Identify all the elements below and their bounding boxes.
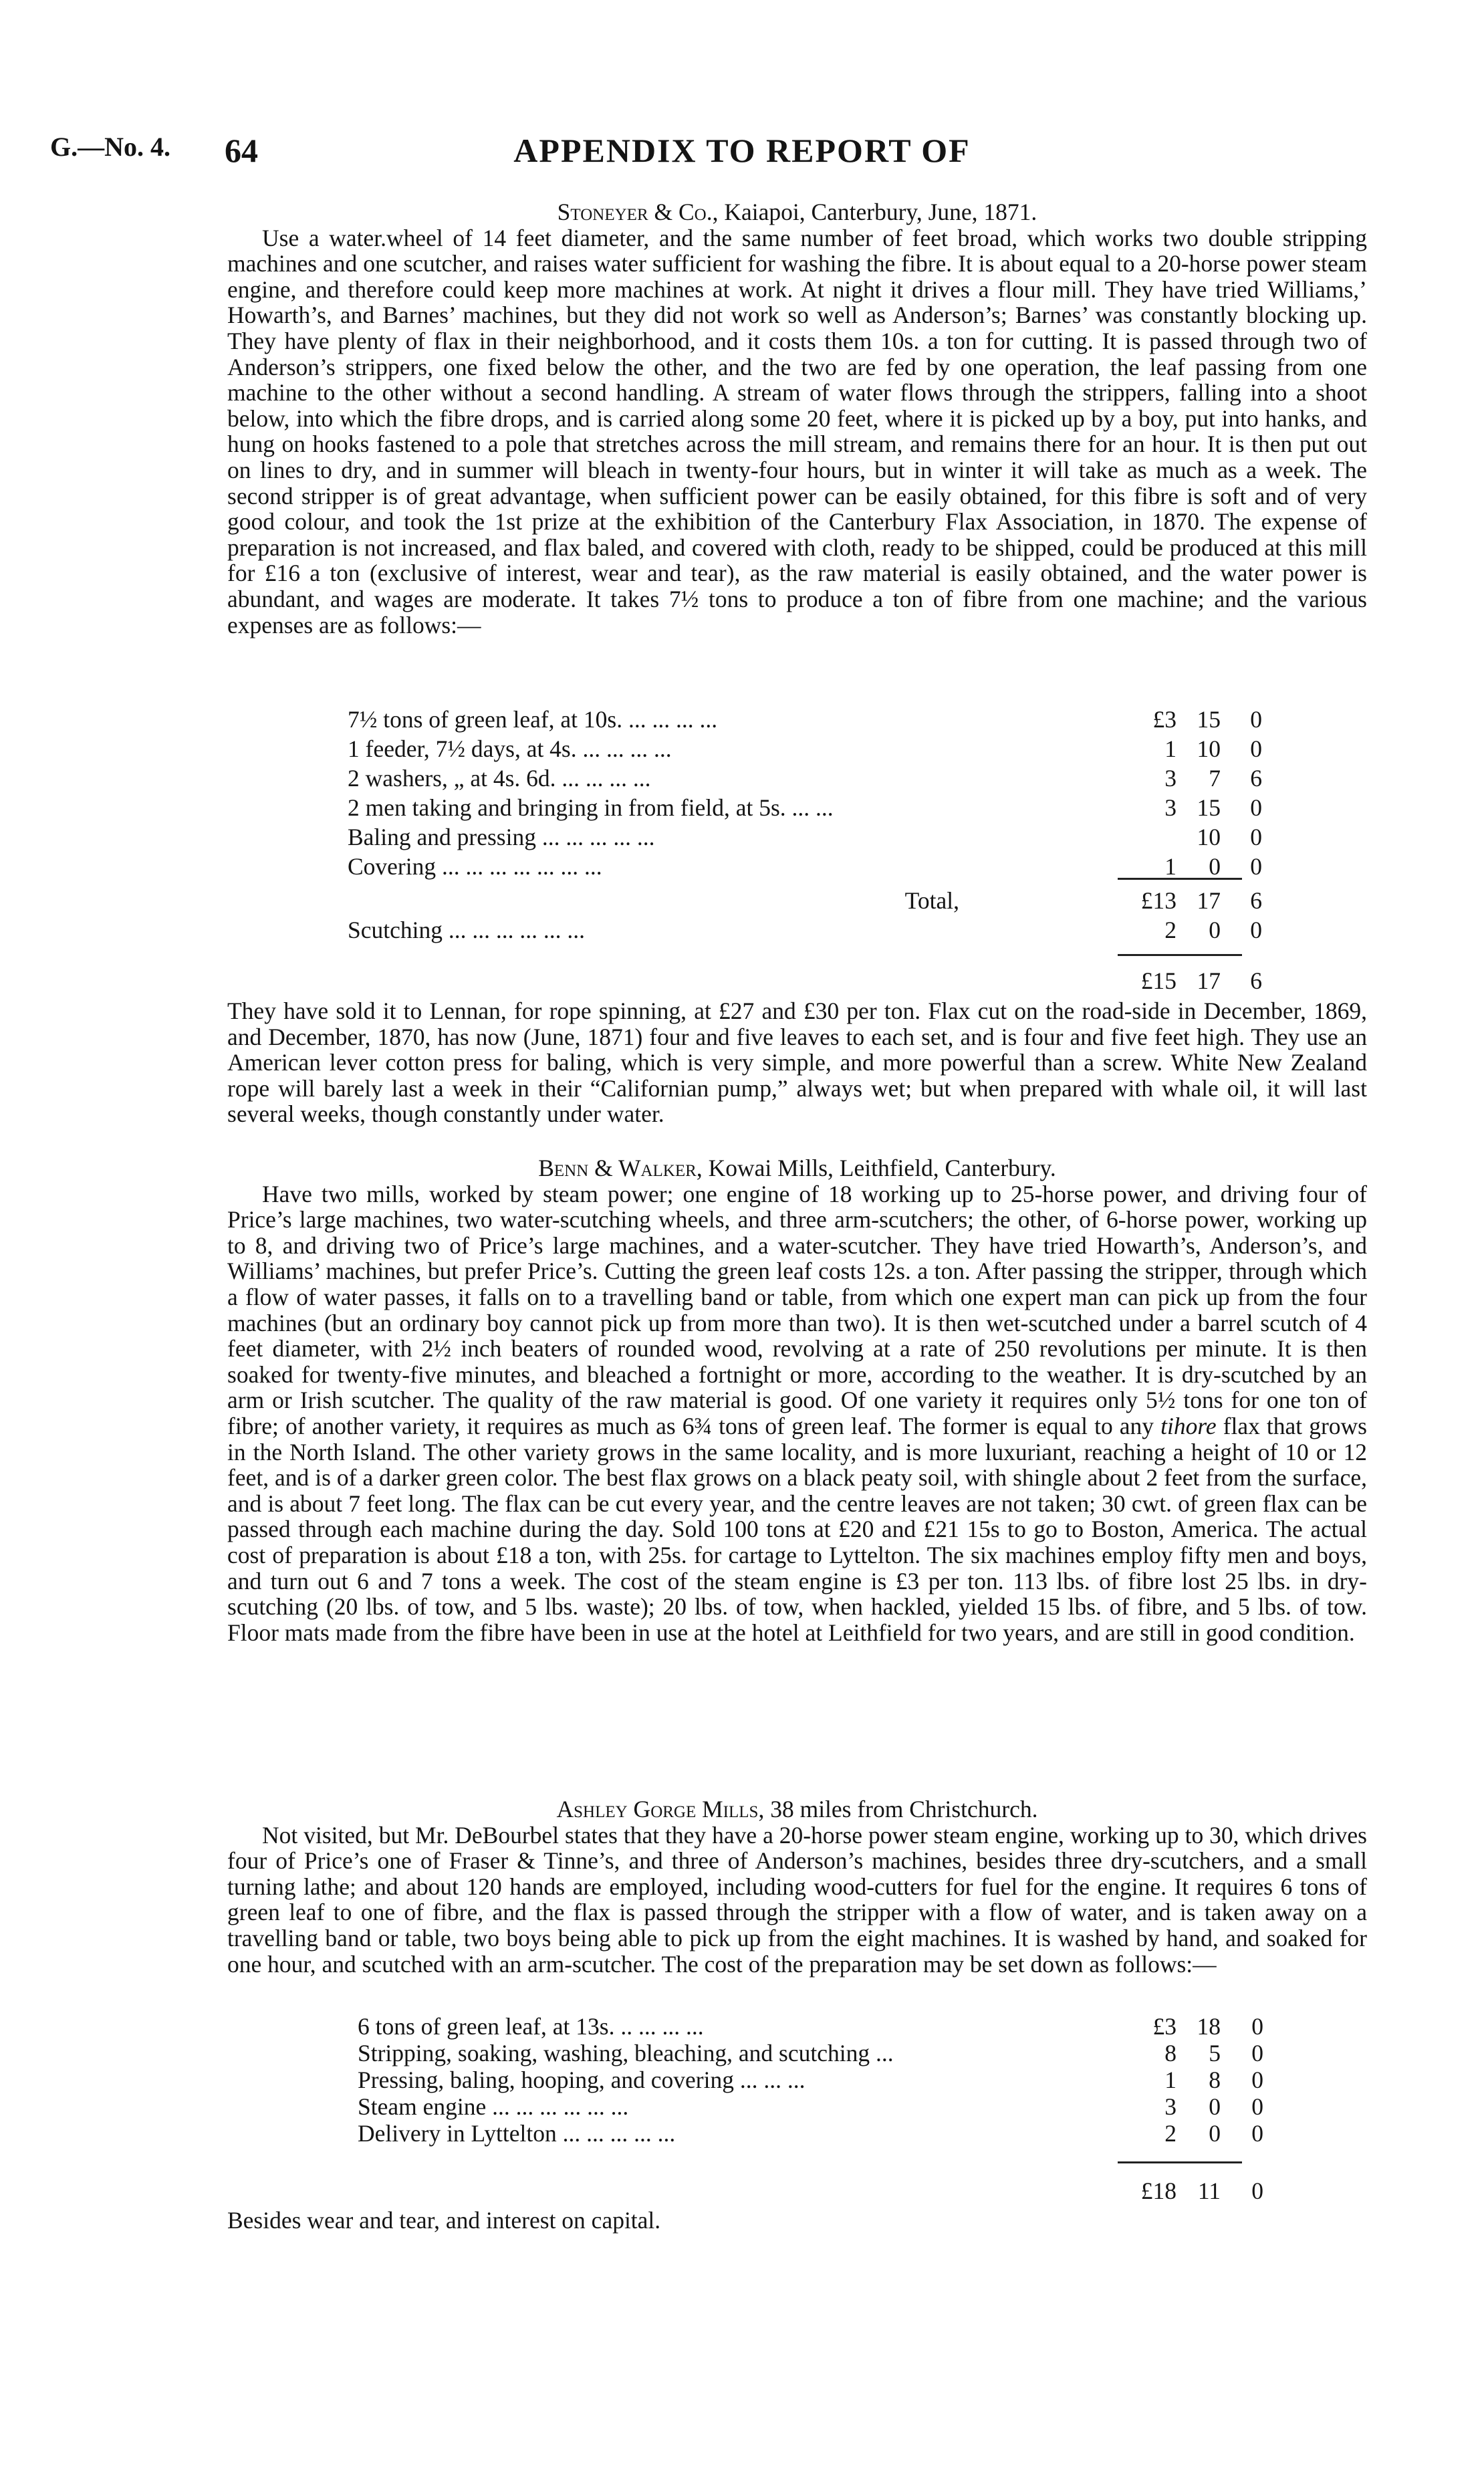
pounds: £3 <box>1152 706 1177 733</box>
row-label: Baling and pressing ... ... ... ... ... <box>348 824 655 850</box>
pence: 0 <box>1251 2120 1263 2147</box>
pence: 0 <box>1250 735 1262 762</box>
shillings: 7 <box>1209 765 1221 792</box>
total-row <box>227 886 1367 916</box>
grand-total-row <box>227 967 1367 996</box>
pounds: 3 <box>1164 2093 1177 2120</box>
row-label: 7½ tons of green leaf, at 10s. ... ... ... ... <box>348 706 718 733</box>
shillings: 15 <box>1197 706 1221 733</box>
firm-location: , 38 miles from Christchurch. <box>758 1796 1038 1822</box>
shillings: 8 <box>1209 2066 1221 2093</box>
firm-name: Stoneyer & Co. <box>557 199 713 225</box>
expense-table-ashley <box>227 2012 1367 2146</box>
pounds: 1 <box>1164 853 1177 880</box>
table-row <box>227 823 1367 852</box>
pounds: 3 <box>1164 794 1177 821</box>
section-stoneyer <box>227 199 1367 638</box>
paragraph: Besides wear and tear, and interest on capital. <box>227 2207 661 2234</box>
section-benn-walker <box>227 1155 1367 1645</box>
pence: 0 <box>1250 824 1262 850</box>
pence: 6 <box>1250 887 1262 914</box>
pence: 0 <box>1250 853 1262 880</box>
grand-total-stoneyer <box>227 967 1367 996</box>
row-label: Stripping, soaking, washing, bleaching, and scutching ... <box>358 2040 894 2066</box>
shillings: 17 <box>1197 887 1221 914</box>
shillings: 10 <box>1197 824 1221 850</box>
table-row <box>227 916 1367 945</box>
row-label: Covering ... ... ... ... ... ... ... <box>348 853 602 880</box>
paragraph: They have sold it to Lennan, for rope spinning, at £27 and £30 per ton. Flax cut on the road-side in December, 1869, and December, 1870, has now (June, 1871) four and five leaves to each set, and is four and five feet high. They use an American lever cotton press for baling, which is very simple, and more powerful than a screw. White New Zealand rope will barely last a week in their “Californian pump,” always wet; but when prepared with whale oil, it will last several weeks, though constantly under water. <box>227 997 1367 1128</box>
table-row <box>227 2093 1367 2119</box>
pounds: 2 <box>1164 2120 1177 2147</box>
shillings: 0 <box>1209 2093 1221 2120</box>
sum-rule <box>1118 954 1242 956</box>
firm-name: Benn & Walker <box>538 1155 697 1181</box>
total-label: Total, <box>904 887 959 914</box>
pence: 0 <box>1251 2093 1263 2120</box>
pounds: 2 <box>1164 917 1177 943</box>
shillings: 15 <box>1197 794 1221 821</box>
section-heading <box>227 1796 1367 1822</box>
pence: 0 <box>1251 2177 1263 2204</box>
row-label: Scutching ... ... ... ... ... ... <box>348 917 585 943</box>
section-heading <box>227 1155 1367 1181</box>
expense-table-stoneyer <box>227 705 1367 882</box>
shillings: 11 <box>1197 2177 1221 2204</box>
table-row <box>227 2066 1367 2093</box>
closing-note <box>227 2208 1367 2234</box>
page-title: APPENDIX TO REPORT OF <box>513 132 971 169</box>
pounds: 1 <box>1164 2066 1177 2093</box>
pence: 0 <box>1251 2066 1263 2093</box>
paragraph: Not visited, but Mr. DeBourbel states that they have a 20-horse power steam engine, working up to 30, which drives four of Price’s one of Fraser & Tinne’s, and three of Anderson’s machines, besides three dry-scutchers, and a small turning lathe; and about 120 hands are employed, including wood-cutters for fuel for the engine. It requires 6 tons of green leaf to one of fibre, and the flax is passed through the stripper with a flow of water, and is taken away on a travelling band or table, two boys being able to pick up from the eight machines. It is washed by hand, and soaked for one hour, and scutched with an arm-scutcher. The cost of the preparation may be set down as follows:— <box>227 1821 1367 1978</box>
table-row <box>227 705 1367 735</box>
row-label: Steam engine ... ... ... ... ... ... <box>358 2093 629 2120</box>
row-label: 2 men taking and bringing in from field, at 5s. ... ... <box>348 794 834 821</box>
italic-term: tihore <box>1160 1412 1217 1439</box>
sum-rule <box>1118 2161 1242 2163</box>
table-row <box>227 735 1367 764</box>
pence: 0 <box>1250 706 1262 733</box>
total-ashley <box>227 2177 1367 2204</box>
table-row <box>227 2039 1367 2066</box>
firm-name: Ashley Gorge Mills <box>556 1796 759 1822</box>
section-stoneyer-cont <box>227 998 1367 1127</box>
row-label: Delivery in Lyttelton ... ... ... ... ... <box>358 2120 676 2147</box>
text-part: Have two mills, worked by steam power; one engine of 18 working up to 25-horse power, and driving four of Price’s large machines, two water-scutching wheels, and three arm-scutchers; the other, of 6-horse power, working up to 8, and driving two of Price’s large machines, and a water-scutcher. They have tried Howarth’s, Anderson’s, and Williams’ machines, but prefer Price’s. Cutting the green leaf costs 12s. a ton. After passing the stripper, through which a flow of water passes, it falls on to a travelling band or table, from which one expert man can pick up from the four machines (but an ordinary boy cannot pick up from more than two). It is then wet-scutched under a barrel scutch of 4 feet diameter, with 2½ inch beaters of rounded wood, revolving at a rate of 250 revolutions per minute. It is then soaked for twenty-five minutes, and bleached a fortnight or more, according to the weather. It is dry-scutched by an arm or Irish scutcher. The quality of the raw material is good. Of one variety it requires only 5½ tons for one ton of fibre; of another variety, it requires as much as 6¾ tons of green leaf. The former is equal to any <box>227 1180 1367 1439</box>
pounds: 1 <box>1164 735 1177 762</box>
shillings: 10 <box>1197 735 1221 762</box>
shillings: 17 <box>1197 967 1221 994</box>
pence: 0 <box>1250 917 1262 943</box>
pence: 0 <box>1251 2040 1263 2066</box>
total-row-stoneyer <box>227 886 1367 945</box>
pounds: £18 <box>1140 2177 1177 2204</box>
firm-location: , Kowai Mills, Leithfield, Canterbury. <box>696 1155 1056 1181</box>
page-number: 64 <box>225 132 258 169</box>
shillings: 18 <box>1197 2013 1221 2040</box>
table-row <box>227 2012 1367 2039</box>
shillings: 0 <box>1209 2120 1221 2147</box>
section-ashley-gorge <box>227 1796 1367 1977</box>
firm-location: , Kaiapoi, Canterbury, June, 1871. <box>712 199 1037 225</box>
paragraph: Use a water.wheel of 14 feet diameter, and the same number of feet broad, which works two double stripping machines and one scutcher, and raises water sufficient for washing the fibre. It is about equal to a 20-horse power steam engine, and therefore could keep more machines at work. At night it drives a flour mill. They have tried Williams,’ Howarth’s, and Barnes’ machines, but they did not work so well as Anderson’s; Barnes’ was constantly blocking up. They have plenty of flax in their neighborhood, and it costs them 10s. a ton for cutting. It is passed through two of Anderson’s strippers, one fixed below the other, and the two are fed by one operation, the leaf passing from one machine to the other without a second handling. A stream of water flows through the strippers, falling into a shoot below, into which the fibre drops, and is carried along some 20 feet, where it is picked up by a boy, put into hanks, and hung on hooks fastened to a pole that stretches across the mill stream, and remains there for an hour. It is then put out on lines to dry, and in summer will bleach in twenty-four hours, but in winter it will take as much as a week. The second stripper is of great advantage, when sufficient power can be easily obtained, for this fibre is soft and of very good colour, and took the 1st prize at the exhibition of the Canterbury Flax Association, in 1870. The expense of preparation is not increased, and flax baled, and covered with cloth, ready to be shipped, could be produced at this mill for £16 a ton (exclusive of interest, wear and tear), as the raw material is easily obtained, and the water power is abundant, and wages are moderate. It takes 7½ tons to produce a ton of fibre from one machine; and the various expenses are as follows:— <box>227 224 1367 638</box>
pounds: £13 <box>1140 887 1177 914</box>
total-row <box>227 2177 1367 2204</box>
sum-rule <box>1118 878 1242 880</box>
row-label: Pressing, baling, hooping, and covering ... ... ... <box>358 2066 806 2093</box>
pence: 0 <box>1251 2013 1263 2040</box>
pence: 6 <box>1250 967 1262 994</box>
paragraph <box>227 1181 1367 1646</box>
text-part: flax that grows in the North Island. The other variety grows in the same locality, and is more luxuriant, reaching a height of 10 or 12 feet, and is of a darker green color. The best flax grows on a black peaty soil, with shingle about 2 feet from the surface, and is about 7 feet long. The flax can be cut every year, and the centre leaves are not taken; 30 cwt. of green flax can be passed through each machine during the day. Sold 100 tons at £20 and £21 15s to go to Boston, America. The actual cost of preparation is about £18 a ton, with 25s. for cartage to Lyttelton. The six machines employ fifty men and boys, and turn out 6 and 7 tons a week. The cost of the steam engine is £3 per ton. 113 lbs. of fibre lost 25 lbs. in dry-scutching (20 lbs. of tow, and 5 lbs. waste); 20 lbs. of tow, when hackled, yielded 15 lbs. of fibre, and 5 lbs. of tow. Floor mats made from the fibre have been in use at the hotel at Leithfield for two years, and are still in good condition. <box>227 1412 1367 1646</box>
pounds: 3 <box>1164 765 1177 792</box>
pounds: 8 <box>1164 2040 1177 2066</box>
table-row <box>227 2119 1367 2146</box>
row-label: 6 tons of green leaf, at 13s. .. ... ... ... <box>358 2013 704 2040</box>
table-row <box>227 764 1367 794</box>
shillings: 0 <box>1209 917 1221 943</box>
row-label: 2 washers, „ at 4s. 6d. ... ... ... ... <box>348 765 651 792</box>
shillings: 5 <box>1209 2040 1221 2066</box>
pence: 0 <box>1250 794 1262 821</box>
pence: 6 <box>1250 765 1262 792</box>
section-heading <box>227 199 1367 225</box>
shillings: 0 <box>1209 853 1221 880</box>
pounds: £3 <box>1152 2013 1177 2040</box>
table-row <box>227 794 1367 823</box>
document-code: G.—No. 4. <box>50 132 170 162</box>
row-label: 1 feeder, 7½ days, at 4s. ... ... ... ... <box>348 735 672 762</box>
pounds: £15 <box>1140 967 1177 994</box>
